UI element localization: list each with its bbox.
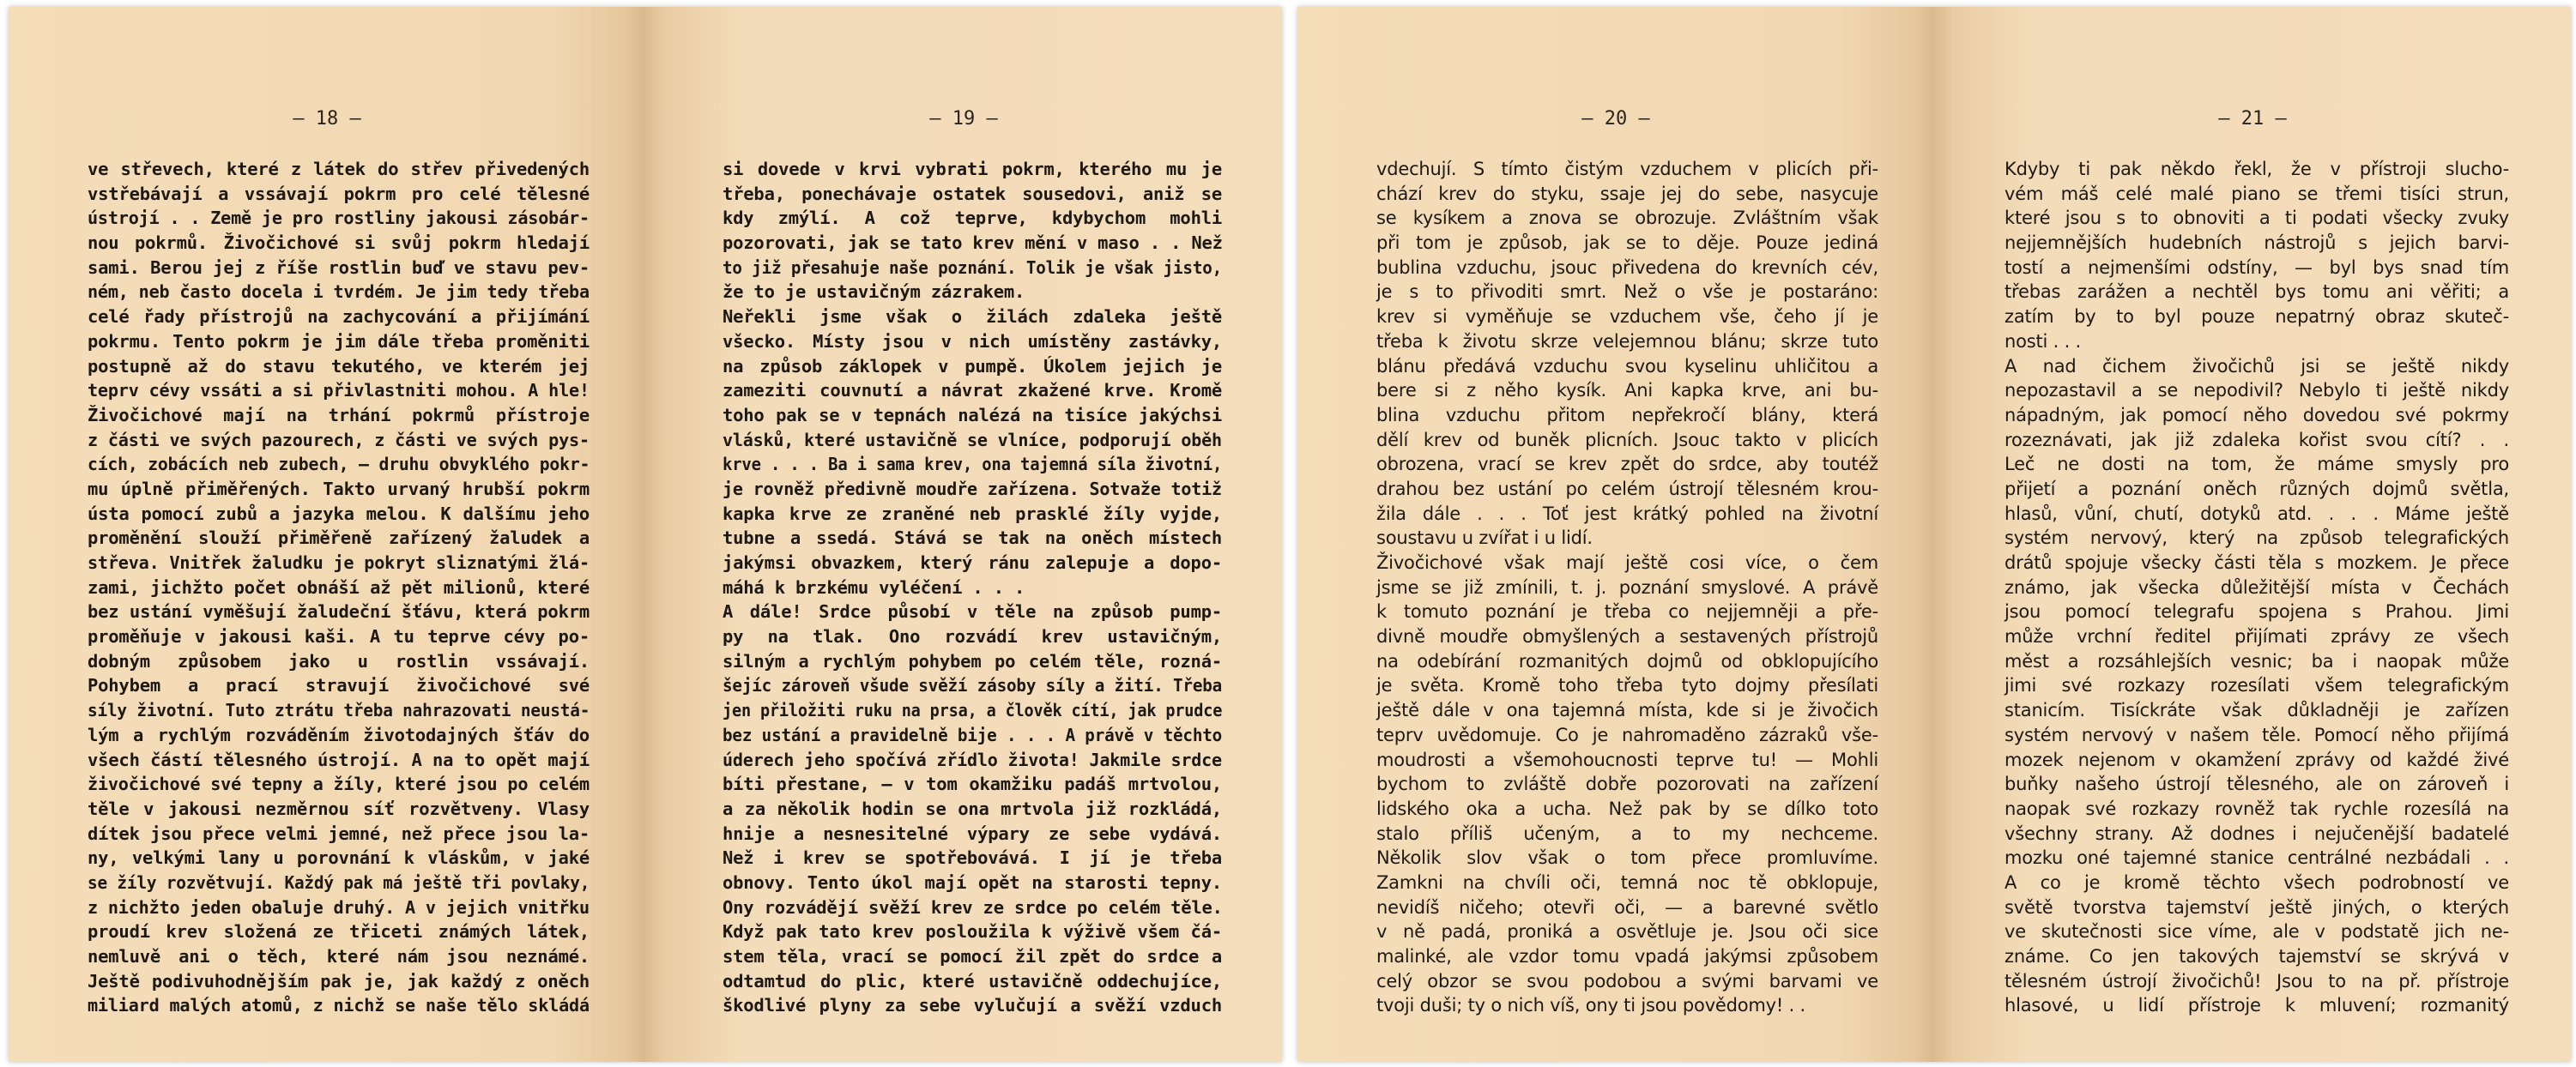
text-line: Několik slov však o tom přece promluvíme. [1376,847,1878,869]
text-line: nevidíš ničeho; otevři oči, — a barevné světlo [1376,896,1878,918]
text-line: při tom je způsob, jak se to děje. Pouze jediná [1376,232,1878,254]
page-20 [1297,7,1934,1062]
text-line: tostí a nejmenšími odstíny, — byl bys snad tím [2005,256,2509,278]
text-line: dobným způsobem jako u rostlin vssávají. [88,650,590,672]
text-line: ve skutečnosti sice víme, ale v podstatě jich ne- [2005,921,2509,943]
text-line: ny, velkými lany u porovnání k vláskům, v jaké [88,847,590,869]
text-line: zameziti couvnutí a návrat zkažené krve. Kromě [723,380,1222,401]
text-line: blánu předává vzduchu svou kyselinu uhličitou a [1376,355,1878,377]
text-line: chází krev do styku, ssaje jej do sebe, nasycuje [1376,183,1878,204]
page-number: — 20 — [1581,108,1650,130]
text-line: sami. Berou jej z říše rostlin buď ve stavu pev- [88,256,590,278]
text-line: si dovede v krvi vybrati pokrm, kterého mu je [723,159,1222,179]
text-line: z nichžto jeden obaluje druhý. A v jejich vnitřku [88,896,590,918]
text-line: ve střevech, které z látek do střev přivedených [88,159,590,179]
text-line: proudí krev složená ze třiceti známých látek, [88,921,590,943]
text-line: ústrojí . . Země je pro rostliny jakousi zásobár- [88,208,590,229]
text-line: vlásků, které ustavičně se vlníce, podporují oběh [723,429,1222,450]
text-line: světě tvorstva tajemství ještě jiných, o kterých [2005,896,2509,918]
text-line: kapka krve ze zraněné neb prasklé žíly vyjde, [723,503,1222,524]
text-line: máhá k brzkému vyléčení . . . [723,576,1025,598]
text-line: cích, zobácích neb zubech, — druhu obvyklého pokr- [88,454,590,475]
text-line: tělesném ústrojí živočichů! Jsou to na př. přístroje [2005,970,2509,992]
text-line: jimi své rozkazy rozesílati všem telegrafickým [2005,675,2509,696]
text-line: moudrosti a všemohoucnosti teprve tu! — Mohli [1376,749,1878,770]
text-line: nou pokrmů. Živočichové si svůj pokrm hledají [88,232,590,254]
text-line: známe. Co jen takových tajemství se skrývá v [2005,946,2509,967]
text-line: postupně až do stavu tekutého, ve kterém jej [88,355,590,377]
text-line: Neřekli jsme však o žilách zdaleka ještě [723,306,1222,328]
text-line: ještě dále v ona tajemná místa, kde si je živočich [1376,700,1878,721]
text-line: stem těla, vrací se pomocí žil zpět do srdce a [723,946,1222,967]
text-line: proměnění slouží přiměřeně zařízený žaludek a [88,527,590,549]
text-line: A co je kromě těchto všech podrobností ve [2005,871,2509,893]
text-line: nápadným, jak pomocí něho dovedou své pokrmy [2005,404,2509,425]
page-19 [645,7,1282,1062]
text-line: bez ustání a pravidelně bije . . . A právě v těchto [723,724,1223,745]
text-line: odtamtud do plic, které ustavičně oddechujíce, [723,970,1222,992]
text-line: lým a rychlým rozváděním životodajných šťáv do [88,724,590,745]
text-line: bez ustání vyměšují žaludeční šťávu, která pokrm [88,601,590,623]
text-line: těle v jakousi nezměrnou síť rozvětveny. Vlasy [88,798,590,819]
text-line: proměňuje v jakousi kaši. A tu teprve cévy po- [88,626,590,648]
text-line: nosti . . . [2005,330,2082,352]
text-line: malinké, ale vzdor tomu vpadá jakýmsi způsobem [1376,946,1878,967]
text-line: nepozastavil a se nepodivil? Nebylo ti ještě nikdy [2005,380,2509,401]
text-line: stanicím. Tisíckráte však důkladněji je zařízen [2005,700,2509,721]
text-line: síly životní. Tuto ztrátu třeba nahrazovati neustá- [88,700,590,721]
text-line: nejjemnějších hudebních nástrojů s jejich barvi- [2005,232,2509,254]
text-line: živočichové své tepny a žíly, které jsou po celém [88,774,590,795]
text-line: se žíly rozvětvují. Každý pak má ještě tři povlaky, [88,871,590,893]
text-line: obnovy. Tento úkol mají opět na starosti tepny. [723,871,1222,893]
page-number: — 19 — [929,108,998,130]
book-spread-pages-20-21 [1297,7,2571,1062]
text-line: teprv cévy vssáti a si přivlastniti mohou. A hle! [88,380,590,401]
text-line: Leč ne dosti na tom, že máme smysly pro [2005,454,2509,475]
text-line: zami, jichžto počet obnáší až pět milionů, které [88,576,590,598]
text-line: mu úplně přiměřených. Takto urvaný hrubší pokrm [88,478,590,499]
text-line: z části ve svých pazourech, z části ve svých pys- [88,429,590,450]
text-line: na odebírání rozmanitých dojmů od obklopujícího [1376,650,1878,672]
page-21 [1934,7,2571,1062]
text-line: měst a rozsáhlejších vesnic; ba i naopak může [2005,650,2509,672]
text-line: Ony rozvádějí svěží krev ze srdce po celém těle. [723,896,1223,918]
text-line: zatím by to byl pouze nepatrný obraz skuteč- [2005,306,2509,328]
text-line: v ně padá, proniká a osvětluje je. Jsou oči sice [1376,921,1878,943]
text-line: celé řady přístrojů na zachycování a přijímání [88,306,590,328]
text-line: silným a rychlým pohybem po celém těle, rozná- [723,650,1222,672]
text-line: obrozena, vrací se krev zpět do srdce, aby toutéž [1376,454,1878,475]
text-line: tvoji duši; ty o nich víš, ony ti jsou povědomy! . . [1376,995,1806,1016]
text-line: bíti přestane, — v tom okamžiku padáš mrtvolou, [723,774,1222,795]
text-line: jen přiložiti ruku na prsa, a člověk cítí, jak prudce [723,700,1223,721]
text-line: Kdyby ti pak někdo řekl, že v přístroji slucho- [2005,159,2509,179]
text-line: pozorovati, jak se tato krev mění v maso . . Než [723,232,1223,254]
text-line: známo, jak všecka důležitější místa v Čechách [2005,576,2509,598]
text-line: to již přesahuje naše poznání. Tolik je však jisto, [723,256,1223,278]
text-line: stalo příliš učeným, a to my nechceme. [1376,823,1878,844]
text-line: ném, neb často docela i tvrdém. Je jim tedy třeba [88,281,590,303]
text-line: všech částí tělesného ústrojí. A na to opět mají [88,749,590,770]
text-line: škodlivé plyny za sebe vylučují a svěží vzduch [723,995,1222,1016]
text-line: a za několik hodin se ona mrtvola již rozkládá, [723,798,1222,819]
text-line: všecko. Místy jsou v nich umístěny zastávky, [723,330,1222,352]
text-line: jakýmsi obvazkem, který ránu zalepuje a dopo- [723,552,1222,573]
text-line: že to je ustavičným zázrakem. [723,281,1025,303]
text-line: vstřebávají a vssávají pokrm pro celé tělesné [88,183,590,204]
text-line: divně moudře obmyšlených a sestavených přístrojů [1376,626,1878,648]
page-body [1376,157,1878,1018]
text-line: Než i krev se spotřebovává. I jí je třeba [723,847,1222,869]
text-line: A nad čichem živočichů jsi se ještě nikdy [2005,355,2509,377]
text-line: třeba, ponechávaje ostatek sousedovi, aniž se [723,183,1222,204]
text-line: mozek nejenom v okamžení zprávy od každé živé [2005,749,2509,770]
text-line: jsme se již zmínili, t. j. poznání smyslové. A právě [1376,576,1878,598]
text-line: naopak své rozkazy rovněž tak rychle rozesílá na [2005,798,2509,819]
text-line: teprv uvědomuje. Co je nahromaděno zázraků vše- [1376,724,1878,745]
text-line: k tomuto poznání je třeba co nejjemněji a pře- [1376,601,1878,623]
text-line: bere si z něho kysík. Ani kapka krve, ani bu- [1376,380,1878,401]
text-line: jsou pomocí telegrafu spojena s Prahou. Jimi [2005,601,2509,623]
page-number: — 18 — [293,108,361,130]
text-line: které jsou s to obnoviti a ti podati všecky zvuky [2005,208,2509,229]
text-line: tubne a ssedá. Stává se tak na oněch místech [723,527,1222,549]
text-line: systém nervový v našem těle. Pomocí něho přijímá [2005,724,2509,745]
page-number: — 21 — [2218,108,2287,130]
text-line: je světa. Kromě toho třeba tyto dojmy přesílati [1376,675,1878,696]
text-line: drahou bez ustání po celém ústrojí tělesném krou- [1376,478,1878,499]
page-body [723,157,1222,1018]
text-line: může vrchní ředitel přijímati zprávy ze všech [2005,626,2509,648]
text-line: je s to přivoditi smrt. Než o vše je postaráno: [1376,281,1878,303]
text-line: nemluvě ani o těch, které nám jsou neznámé. [88,946,590,967]
text-line: přijetí a poznání oněch různých dojmů světla, [2005,478,2509,499]
text-line: třeba k životu skrze velejemnou blánu; skrze tuto [1376,330,1878,352]
text-line: kdy zmýlí. A což teprve, kdybychom mohli [723,208,1222,229]
text-line: dítek jsou přece velmi jemné, než přece jsou la- [88,823,590,844]
page-18 [9,7,645,1062]
text-line: bychom to zvláště dobře pozorovati na zařízení [1376,774,1878,795]
text-line: hlasů, vůní, chutí, dotyků atd. . . . Máme ještě [2005,503,2509,524]
text-line: šejíc zároveň všude svěží zásoby síly a žití. Třeba [723,675,1223,696]
page-body [2005,157,2509,1018]
text-line: Pohybem a prací stravují živočichové své [88,675,590,696]
text-line: krev si vyměňuje se vzduchem vše, čeho jí je [1376,306,1878,328]
text-line: rozeznávati, jak již zdaleka kořist svou cítí? . . [2005,429,2509,450]
text-line: toho pak se v tepnách nalézá na tisíce jakýchsi [723,404,1222,425]
text-line: Živočichové však mají ještě cosi více, o čem [1376,552,1878,573]
text-line: hnije a nesnesitelné výpary ze sebe vydává. [723,823,1222,844]
text-line: mozku oné tajemné stanice centrálné nezbádali . . [2005,847,2509,869]
page-body [88,157,590,1018]
text-line: celý obzor se svou podobou a svými barvami ve [1376,970,1878,992]
text-line: je rovněž předivně moudře zařízena. Sotvaže totiž [723,478,1222,499]
text-line: žila dále . . . Toť jest krátký pohled na životní [1376,503,1878,524]
text-line: ústa pomocí zubů a jazyka melou. K dalšímu jeho [88,503,590,524]
text-line: Ještě podivuhodnějším pak je, jak každý z oněch [88,970,590,992]
text-line: na způsob záklopek v pumpě. Úkolem jejich je [723,355,1222,377]
text-line: A dále! Srdce působí v těle na způsob pump- [723,601,1222,623]
text-line: úderech jeho spočívá zřídlo života! Jakmile srdce [723,749,1222,770]
text-line: Když pak tato krev posloužila k výživě všem čá- [723,921,1222,943]
text-line: blina vzduchu přitom nepřekročí blány, která [1376,404,1878,425]
text-line: vém máš celé malé piano se třemi tisíci strun, [2005,183,2509,204]
text-line: střeva. Vnitřek žaludku je pokryt sliznatými žlá- [88,552,590,573]
text-line: bublina vzduchu, jsouc přivedena do krevních cév, [1376,256,1878,278]
text-line: Zamkni na chvíli oči, temná noc tě obklopuje, [1376,871,1878,893]
text-line: lidského oka a ucha. Než pak by se dílko toto [1376,798,1878,819]
book-spread-pages-18-19 [9,7,1282,1062]
text-line: buňky našeho ústrojí tělesného, ale on zároveň i [2005,774,2509,795]
text-line: dělí krev od buněk plicních. Jsouc takto v plicích [1376,429,1878,450]
text-line: se kysíkem a znova se obrozuje. Zvláštním však [1376,208,1878,229]
text-line: drátů spojuje všecky části těla s mozkem. Je přece [2005,552,2509,573]
text-line: vdechují. S tímto čistým vzduchem v plicích při- [1376,159,1878,179]
text-line: třebas zarážen a nechtěl bys tomu ani věřiti; a [2005,281,2509,303]
text-line: soustavu u zvířat i u lidí. [1376,527,1593,549]
text-line: hlasové, u lidí přístroje k mluvení; rozmanitý [2005,995,2509,1016]
text-line: Živočichové mají na trhání pokrmů přístroje [88,404,590,425]
text-line: krve . . . Ba i sama krev, ona tajemná síla životní, [723,454,1223,475]
text-line: miliard malých atomů, z nichž se naše tělo skládá [88,995,590,1016]
text-line: všechny strany. Až dodnes i nejučenější badatelé [2005,823,2509,844]
text-line: py na tlak. Ono rozvádí krev ustavičným, [723,626,1222,648]
text-line: systém nervový, který na způsob telegrafických [2005,527,2509,549]
text-line: pokrmu. Tento pokrm je jim dále třeba proměniti [88,330,590,352]
